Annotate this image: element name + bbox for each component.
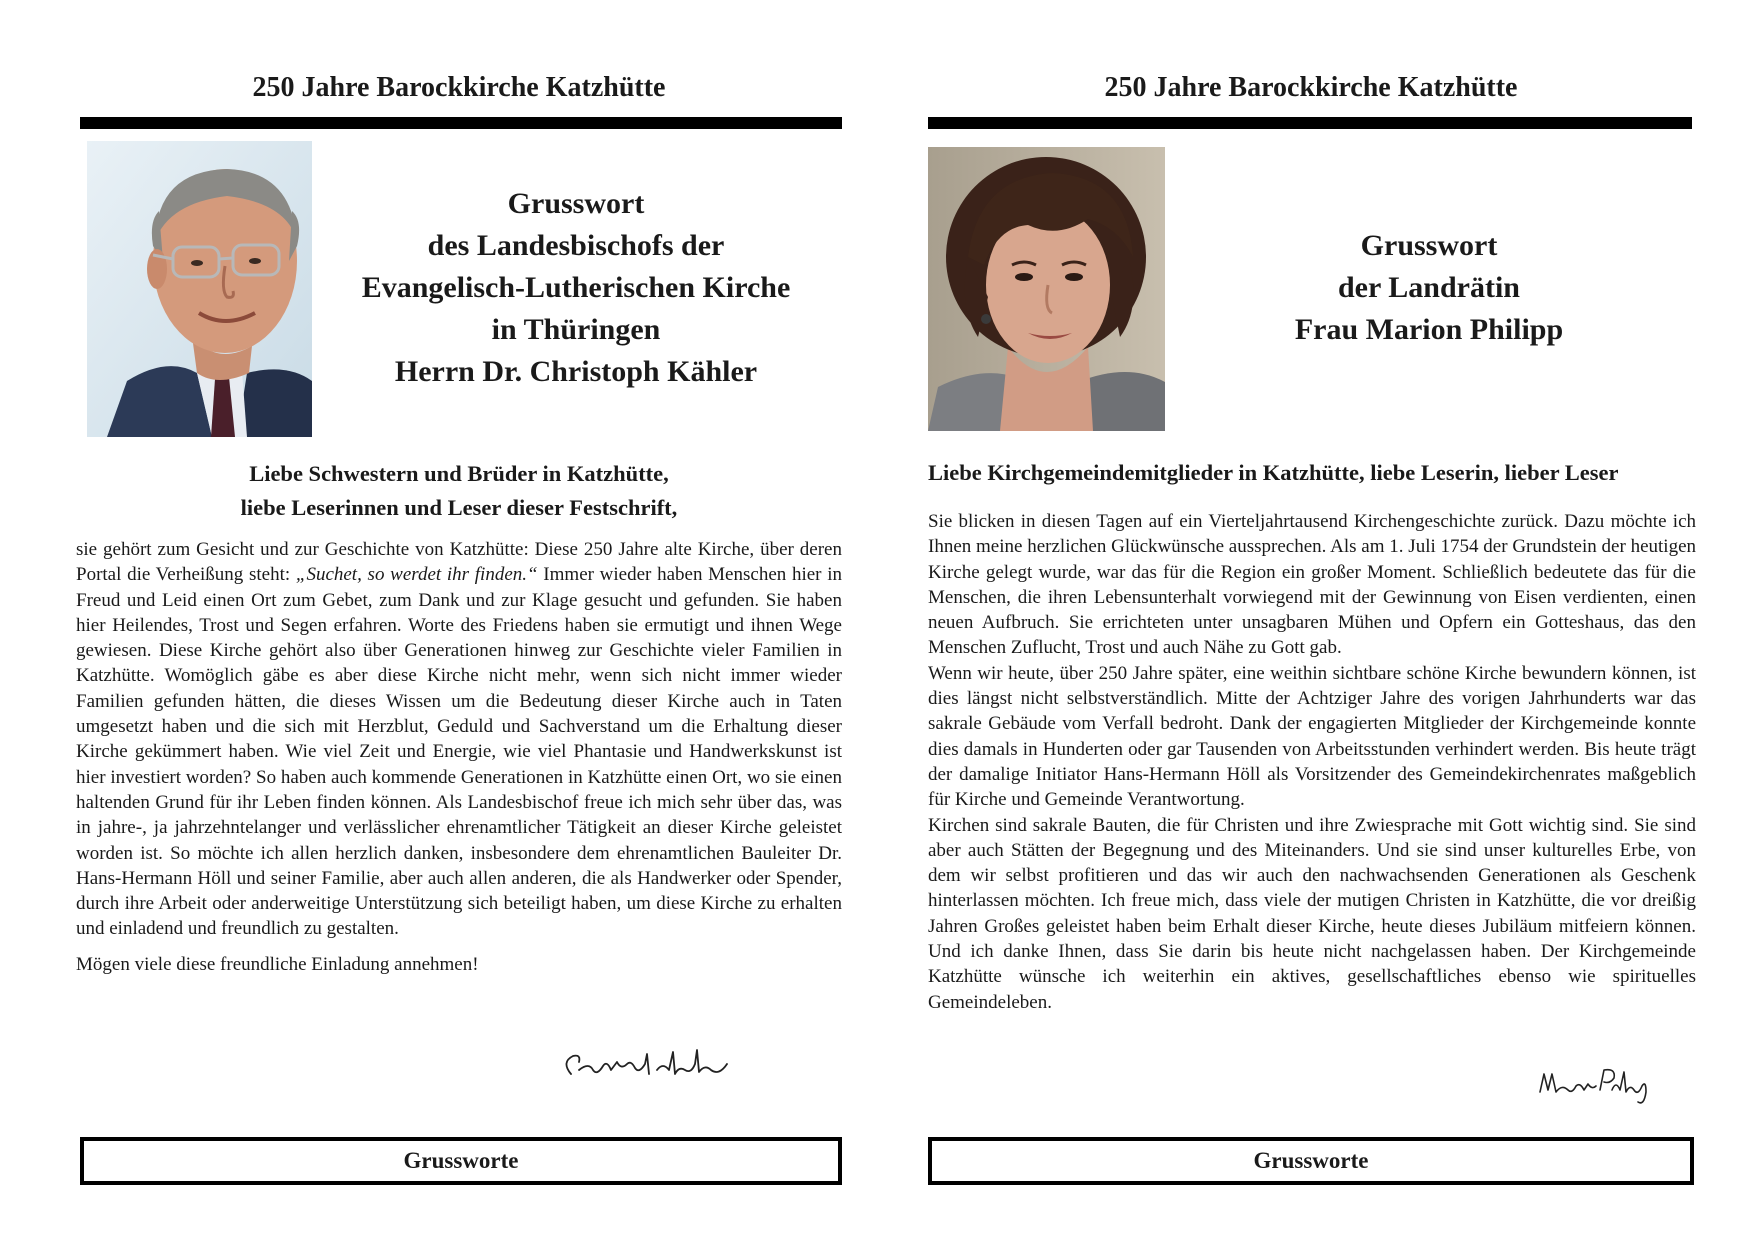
heading-line: Frau Marion Philipp [1294, 313, 1564, 346]
body-paragraph: Sie blicken in diesen Tagen auf ein Vierteljahrtausend Kirchengeschichte zurück. Dazu möchte ich Ihnen meine herzlichen Glückwünsche aussprechen. Als am 1. Juli 1754 der Grundstein der heutigen Kirche gelegt wurde, war das für die Region ein großer Moment. Schließlich bedeutete das für die Menschen, die ihren Lebensunterhalt vorwiegend mit der Gewinnung von Eisen verdienten, einen neuen Aufbruch. Sie errichteten unter unsagbaren Mühen und Opfern ein Gotteshaus, das den Menschen Zuflucht, Trost und auch Nähe zu Gott gab. [928, 511, 1696, 659]
district-administrator-portrait-photo [928, 147, 1165, 431]
closing-sentence: Mögen viele diese freundliche Einladung annehmen! [76, 953, 479, 975]
greeting-heading [326, 183, 826, 393]
greeting-heading [1165, 225, 1693, 351]
header-rule [80, 117, 842, 129]
administrator-signature [1534, 1062, 1654, 1114]
page-header-title: 250 Jahre Barockkirche Katzhütte [252, 72, 666, 103]
heading-line: Evangelisch-Lutherischen Kirche [361, 271, 791, 304]
body-paragraph: Wenn wir heute, über 250 Jahre später, eine weithin sichtbare schöne Kirche bewundern können, ist dies längst nicht selbstverständlich. Mitte der Achtziger Jahre des vorigen Jahrhunderts war das sakrale Gebäude vom Verfall bedroht. Dank der engagierten Mitglieder der Kirchgemeinde konnte dies damals in Hunderten oder gar Tausenden von Arbeitsstunden verhindert werden. Bis heute trägt der damalige Initiator Hans-Hermann Höll als Vorsitzender des Gemeindekirchenrates maßgeblich für Kirche und Gemeinde Verantwortung. [928, 662, 1696, 811]
salutation: Liebe Kirchgemeindemitglieder in Katzhütte, liebe Leserin, lieber Leser [928, 460, 1619, 485]
salutation [76, 457, 842, 525]
section-footer [80, 1137, 842, 1185]
heading-line: Herrn Dr. Christoph Kähler [394, 355, 758, 388]
body-text-part: Immer wieder haben Menschen hier in Freud und Leid einen Ort zum Gebet, zum Dank und zur Klage gesucht und gefunden. Sie haben hier Heilendes, Trost und Segen erfahren. Worte des Friedens haben sie ermutigt und ihnen Wege gewiesen. Diese Kirche gehört also über Generationen hinweg zur Geschichte vieler Familien in Katzhütte. Womöglich gäbe es aber diese Kirche nicht mehr, wenn sich nicht immer wieder Familien gefunden hätten, die dieses Wissen um die Bedeutung dieser Kirche auch in Taten umgesetzt haben und die sich mit Herzblut, Geduld und Sachverstand um die Erhaltung dieser Kirche gekümmert haben. Wie viel Zeit und Energie, wie viel Phantasie und Handwerkskunst ist hier investiert worden? So haben auch kommende Generationen in Katzhütte einen Ort, wo sie einen haltenden Grund für ihr Leben finden können. Als Landesbischof freue ich mich sehr über das, was in jahre-, ja jahrzehntelanger und verlässlicher ehrenamtlicher Tätigkeit an dieser Kirche geleistet worden ist. So möchte ich allen herzlich danken, insbesondere dem ehrenamtlichen Bauleiter Dr. Hans-Hermann Höll und seiner Familie, aber auch allen anderen, die als Handwerker oder Spender, durch ihre Arbeit oder anderweitige Unterstützung sich beteiligt haben, um diese Kirche zu erhalten und einladend und freundlich zu gestalten. [76, 564, 842, 940]
page-header-title: 250 Jahre Barockkirche Katzhütte [1104, 72, 1518, 103]
greeting-body [928, 509, 1696, 1015]
header-rule [928, 117, 1692, 129]
right-page [928, 0, 1694, 1240]
heading-line: in Thüringen [491, 313, 661, 346]
heading-line: des Landesbischofs der [427, 229, 725, 262]
bishop-portrait-photo [87, 141, 312, 437]
greeting-body [76, 537, 842, 977]
portal-inscription-quote: „Suchet, so werdet ihr finden.“ [295, 564, 538, 586]
section-footer [928, 1137, 1694, 1185]
salutation-line: Liebe Schwestern und Brüder in Katzhütte, [249, 461, 669, 486]
heading-line: Grusswort [1360, 229, 1498, 262]
salutation-line: liebe Leserinnen und Leser dieser Festschrift, [240, 495, 678, 520]
heading-line: Grusswort [507, 187, 645, 220]
footer-label: Grussworte [403, 1148, 519, 1173]
footer-label: Grussworte [1253, 1148, 1369, 1173]
body-paragraph: Kirchen sind sakrale Bauten, die für Christen und ihre Zwiesprache mit Gott wichtig sind. Sie sind aber auch Stätten der Begegnung und des Miteinanders. Und sie sind unser kulturelles Erbe, von dem wir selbst profitieren und das wir auch den nachwachsenden Generationen als Geschenk hinterlassen möchten. Ich freue mich, dass viele der mutigen Christen in Katzhütte, die vor dreißig Jahren Großes geleistet haben beim Erhalt dieser Kirche, heute dieses Jubiläum mitfeiern können. Und ich danke Ihnen, dass Sie darin bis heute nicht nachgelassen haben. Der Kirchgemeinde Katzhütte wünsche ich weiterhin ein aktives, gesellschaftliches ebenso wie spirituelles Gemeindeleben. [928, 814, 1696, 1013]
bishop-signature [559, 1040, 739, 1090]
body-paragraph [76, 537, 842, 942]
heading-line: der Landrätin [1338, 271, 1520, 304]
left-page [76, 0, 842, 1240]
body-text-part: sie gehört zum Gesicht und zur Geschichte von Katzhütte: Diese 250 Jahre alte Kirche, über deren Portal die Verheißung steht: [76, 539, 842, 586]
